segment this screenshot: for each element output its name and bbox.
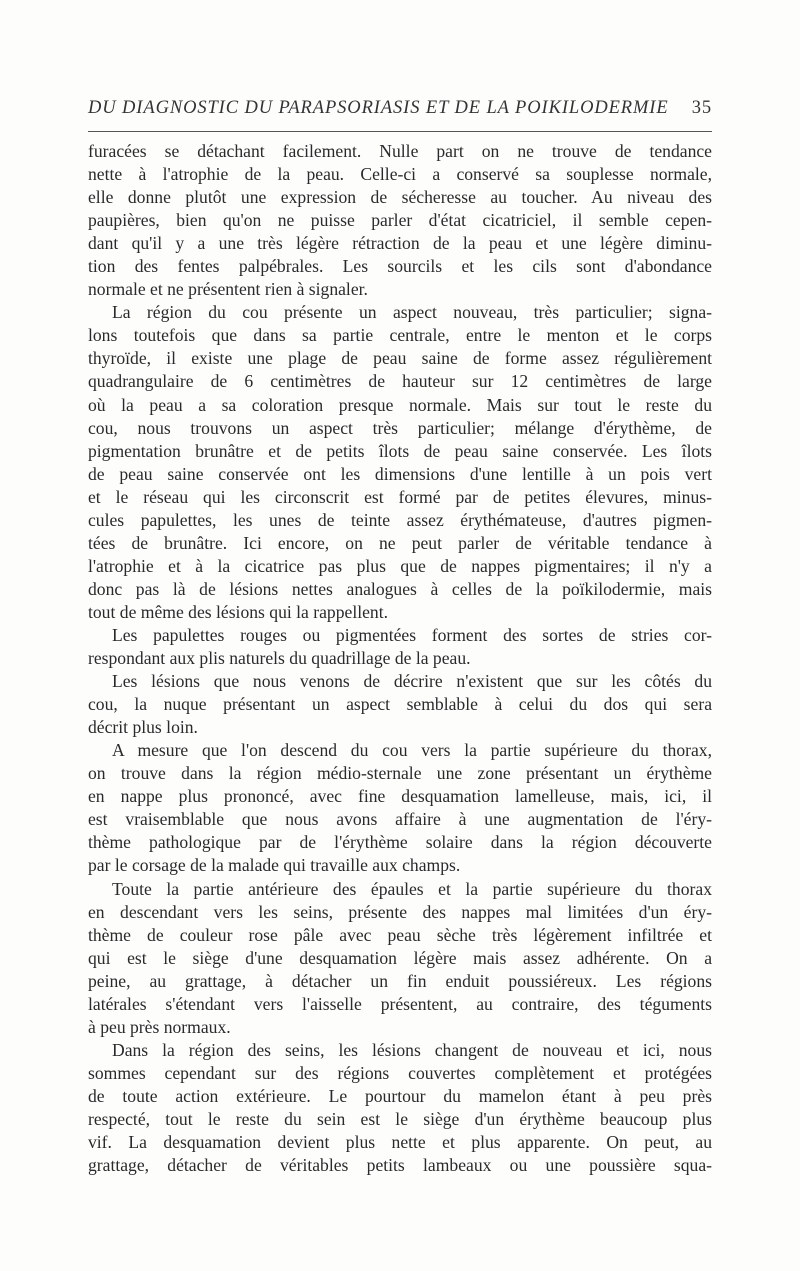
text-line: respondant aux plis naturels du quadrillage de la peau. (88, 648, 471, 669)
header-rule (88, 131, 712, 132)
text-line: nette à l'atrophie de la peau. Celle-ci a conservé sa souplesse normale, (88, 164, 712, 185)
text-line: Toute la partie antérieure des épaules et la partie supérieure du thorax (112, 878, 712, 899)
text-line: l'atrophie et à la cicatrice pas plus que de nappes pigmentaires; il n'y a (88, 555, 712, 576)
text-line: à peu près normaux. (88, 1016, 231, 1037)
text-line: respecté, tout le reste du sein est le siège d'un érythème beaucoup plus (88, 1108, 712, 1129)
text-line: de peau saine conservée ont les dimensions d'une lentille à un pois vert (88, 463, 712, 484)
text-line: donc pas là de lésions nettes analogues à celles de la poïkilodermie, mais (88, 578, 712, 599)
text-line: paupières, bien qu'on ne puisse parler d'état cicatriciel, il semble cepen- (88, 210, 712, 231)
text-line: qui est le siège d'une desquamation légère mais assez adhérente. On a (88, 947, 712, 968)
text-line: dant qu'il y a une très légère rétraction de la peau et une légère diminu- (88, 233, 712, 254)
text-line: où la peau a sa coloration presque normale. Mais sur tout le reste du (88, 394, 712, 415)
text-line: thyroïde, il existe une plage de peau saine de forme assez régulièrement (88, 348, 712, 369)
text-line: peine, au grattage, à détacher un fin enduit poussiéreux. Les régions (88, 970, 712, 991)
text-line: sommes cependant sur des régions couvertes complètement et protégées (88, 1062, 712, 1083)
text-line: cou, nous trouvons un aspect très particulier; mélange d'érythème, de (88, 417, 712, 438)
text-line: Dans la région des seins, les lésions changent de nouveau et ici, nous (112, 1039, 712, 1060)
text-line: latérales s'étendant vers l'aisselle présentent, au contraire, des téguments (88, 993, 712, 1014)
text-line: lons toutefois que dans sa partie centrale, entre le menton et le corps (88, 325, 712, 346)
text-line: cou, la nuque présentant un aspect semblable à celui du dos qui sera (88, 694, 712, 715)
text-line: A mesure que l'on descend du cou vers la partie supérieure du thorax, (112, 740, 712, 761)
text-line: on trouve dans la région médio-sternale une zone présentant un érythème (88, 763, 712, 784)
page-number: 35 (691, 98, 712, 118)
text-line: est vraisemblable que nous avons affaire à une augmentation de l'éry- (88, 809, 712, 830)
text-line: normale et ne présentent rien à signaler. (88, 279, 368, 300)
text-line: La région du cou présente un aspect nouveau, très particulier; signa- (112, 302, 712, 323)
text-line: cules papulettes, les unes de teinte assez érythémateuse, d'autres pigmen- (88, 509, 712, 530)
text-line: en nappe plus prononcé, avec fine desquamation lamelleuse, mais, ici, il (88, 786, 712, 807)
text-line: décrit plus loin. (88, 717, 198, 738)
text-line: pigmentation brunâtre et de petits îlots de peau saine conservée. Les îlots (88, 440, 712, 461)
text-line: tout de même des lésions qui la rappellent. (88, 601, 388, 622)
text-line: en descendant vers les seins, présente des nappes mal limitées d'un éry- (88, 901, 712, 922)
text-line: tion des fentes palpébrales. Les sourcils et les cils sont d'abondance (88, 256, 712, 277)
text-line: par le corsage de la malade qui travaille aux champs. (88, 855, 461, 876)
text-line: grattage, détacher de véritables petits lambeaux ou une poussière squa- (88, 1155, 712, 1176)
text-line: thème pathologique par de l'érythème solaire dans la région découverte (88, 832, 712, 853)
text-line: tées de brunâtre. Ici encore, on ne peut parler de véritable tendance à (88, 532, 712, 553)
text-line: Les papulettes rouges ou pigmentées forment des sortes de stries cor- (112, 624, 712, 645)
text-line: vif. La desquamation devient plus nette et plus apparente. On peut, au (88, 1132, 712, 1153)
running-head (88, 98, 712, 124)
text-line: de toute action extérieure. Le pourtour du mamelon étant à peu près (88, 1085, 712, 1106)
body-text (88, 140, 712, 1177)
text-line: thème de couleur rose pâle avec peau sèche très légèrement infiltrée et (88, 924, 712, 945)
text-line: et le réseau qui les circonscrit est formé par de petites élevures, minus- (88, 486, 712, 507)
text-line: Les lésions que nous venons de décrire n'existent que sur les côtés du (112, 671, 712, 692)
text-line: elle donne plutôt une expression de sécheresse au toucher. Au niveau des (88, 187, 712, 208)
text-line: quadrangulaire de 6 centimètres de hauteur sur 12 centimètres de large (88, 371, 712, 392)
text-line: furacées se détachant facilement. Nulle part on ne trouve de tendance (88, 141, 712, 161)
running-title: DU DIAGNOSTIC DU PARAPSORIASIS ET DE LA POIKILODERMIE (88, 98, 669, 118)
